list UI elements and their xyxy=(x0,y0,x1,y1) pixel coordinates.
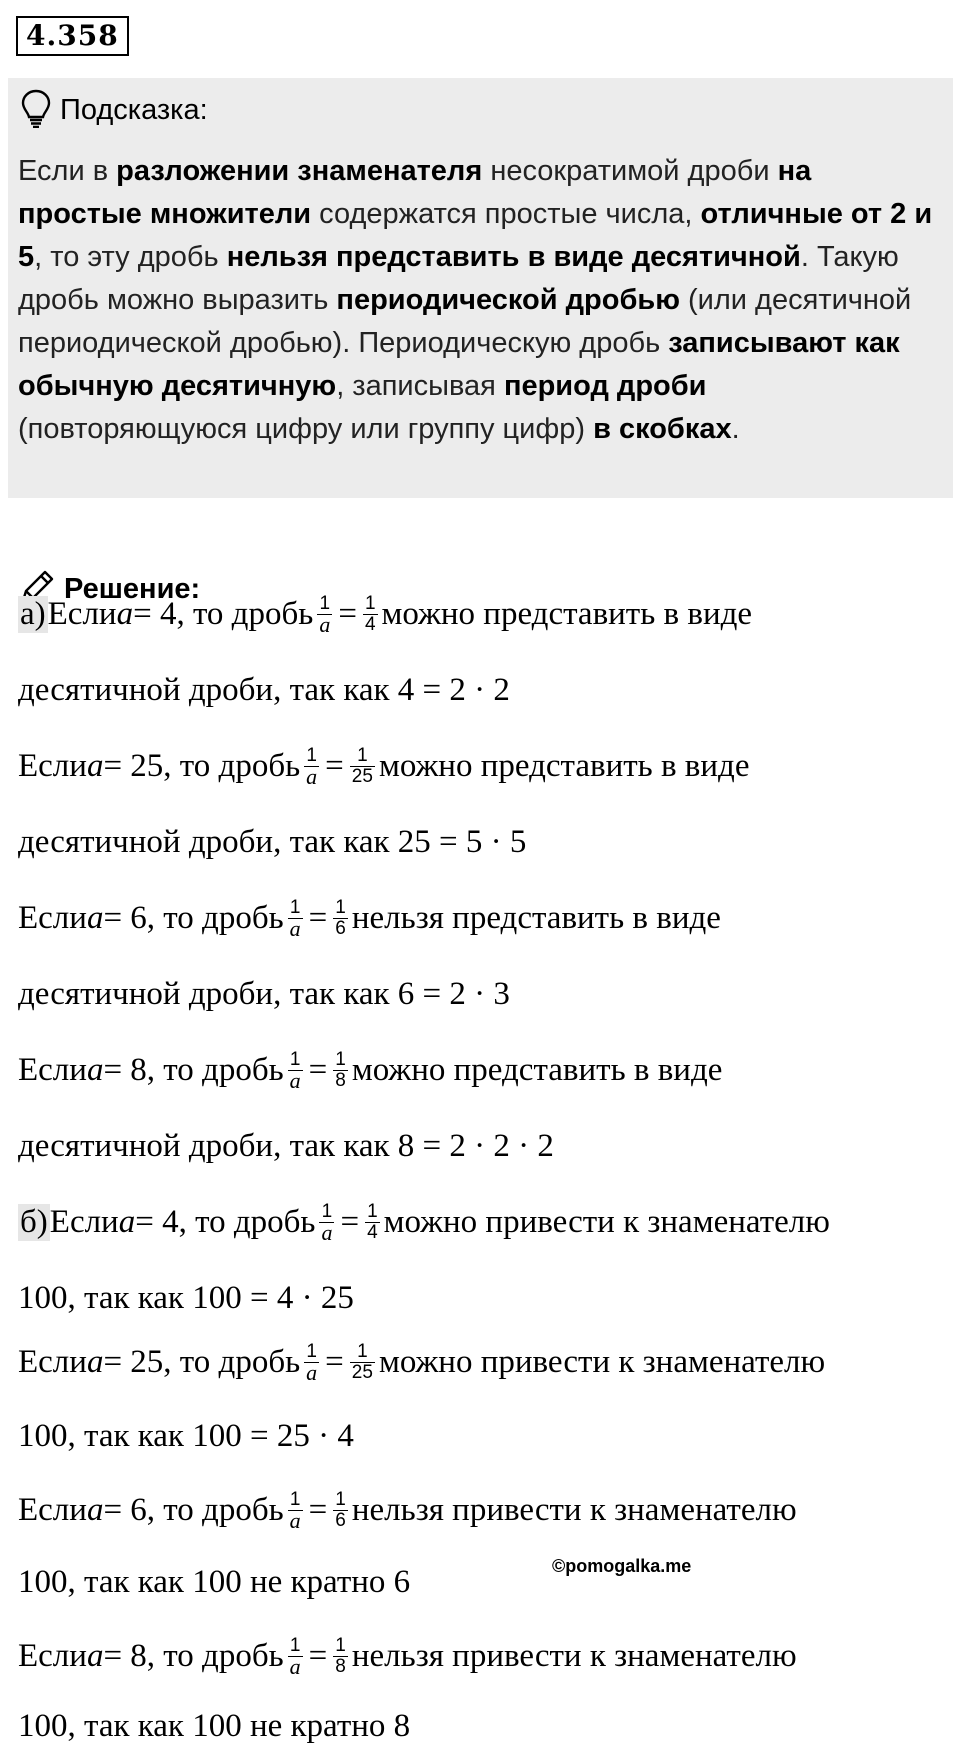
numerator: 1 xyxy=(289,1048,301,1070)
solution-title: Решение: xyxy=(64,572,201,605)
denominator: 6 xyxy=(335,917,346,939)
line-text: Если xyxy=(47,595,117,632)
line-text: = 6, то дробь xyxy=(103,1491,284,1528)
denominator: 4 xyxy=(367,1221,378,1243)
variable: a xyxy=(116,595,134,632)
line-text: Если xyxy=(18,747,87,784)
numerator: 1 xyxy=(289,1488,301,1510)
fraction-one-over-a xyxy=(288,1490,303,1531)
line-text: Если xyxy=(49,1203,119,1240)
line-text: = 25, то дробь xyxy=(103,747,301,784)
line-text: 100, так как 100 не кратно 8 xyxy=(18,1707,411,1744)
numerator: 1 xyxy=(321,1200,333,1222)
variable: a xyxy=(118,1203,136,1240)
hint-emphasis: разложении знаменателя xyxy=(116,155,483,187)
numerator: 1 xyxy=(335,1634,346,1656)
variable: a xyxy=(86,1637,104,1674)
equals-sign: = xyxy=(308,1051,328,1088)
variable: a xyxy=(86,1343,104,1380)
hint-emphasis: периодической дробью xyxy=(336,284,680,316)
solution-line xyxy=(18,1558,410,1606)
line-text: можно представить в виде xyxy=(381,595,753,632)
denominator: a xyxy=(289,1067,301,1093)
line-text: 100, так как 100 = 25 · 4 xyxy=(18,1417,354,1454)
solution-line xyxy=(18,1274,354,1322)
denominator: 4 xyxy=(364,613,376,635)
line-text: Если xyxy=(18,1343,87,1380)
fraction-one-over-a xyxy=(304,746,319,787)
numerator: 1 xyxy=(335,1048,346,1070)
watermark: ©pomogalka.me xyxy=(552,1556,692,1576)
line-text: Если xyxy=(18,1637,87,1674)
hint-title: Подсказка: xyxy=(60,93,208,126)
denominator: 8 xyxy=(335,1069,346,1091)
denominator: a xyxy=(306,763,318,789)
equals-sign: = xyxy=(325,747,344,784)
solution-line xyxy=(18,1486,797,1534)
line-text: Если xyxy=(18,899,87,936)
denominator: a xyxy=(289,1653,301,1679)
hint-emphasis: нельзя представить в виде десятичной xyxy=(226,241,801,273)
line-text: нельзя представить в виде xyxy=(351,899,721,936)
numerator: 1 xyxy=(357,744,368,766)
line-text: нельзя привести к знаменателю xyxy=(351,1491,797,1528)
problem-number: 4.358 xyxy=(16,16,129,56)
solution-line xyxy=(18,1702,410,1750)
hint-segment: содержатся простые числа, xyxy=(311,198,701,230)
numerator: 1 xyxy=(289,1634,301,1656)
equals-sign: = xyxy=(308,1637,328,1674)
denominator: 25 xyxy=(351,765,373,787)
hint-segment: , то эту дробь xyxy=(34,241,227,273)
line-text: = 4, то дробь xyxy=(133,595,314,632)
line-text: = 8, то дробь xyxy=(103,1051,284,1088)
hint-segment: (или десятичной периодической дробью). Периодическую дробь xyxy=(18,284,912,359)
equals-sign: = xyxy=(308,1491,328,1528)
fraction-value xyxy=(363,594,378,635)
hint-emphasis: отличные от 2 и 5 xyxy=(18,198,933,273)
line-text: = 4, то дробь xyxy=(135,1203,316,1240)
numerator: 1 xyxy=(335,896,346,918)
numerator: 1 xyxy=(289,896,301,918)
line-text: можно привести к знаменателю xyxy=(383,1203,830,1240)
denominator: 25 xyxy=(351,1361,373,1383)
line-text: = 6, то дробь xyxy=(103,899,284,936)
denominator: a xyxy=(306,1359,318,1385)
numerator: 1 xyxy=(357,1340,368,1362)
equals-sign: = xyxy=(338,595,357,632)
solution-line xyxy=(18,1632,797,1680)
denominator: 6 xyxy=(335,1509,346,1531)
fraction-value xyxy=(333,1636,348,1677)
solution-line xyxy=(18,894,721,942)
line-text: нельзя привести к знаменателю xyxy=(351,1637,797,1674)
fraction-one-over-a xyxy=(288,1050,303,1091)
solution-line xyxy=(18,1046,722,1094)
fraction-value xyxy=(350,1342,375,1383)
solution-line xyxy=(18,1412,354,1460)
hint-segment: . xyxy=(731,413,740,445)
fraction-value xyxy=(350,746,375,787)
numerator: 1 xyxy=(364,592,376,614)
line-text: десятичной дроби, так как 8 = 2 · 2 · 2 xyxy=(18,1127,554,1164)
item-label: а) xyxy=(20,595,46,632)
fraction-value xyxy=(365,1202,380,1243)
numerator: 1 xyxy=(306,1340,317,1362)
numerator: 1 xyxy=(367,1200,378,1222)
hint-segment: несократимой дроби xyxy=(482,155,778,187)
fraction-one-over-a xyxy=(288,1636,303,1677)
solution-line xyxy=(18,590,752,638)
solution-line xyxy=(18,970,510,1018)
line-text: Если xyxy=(18,1491,87,1528)
numerator: 1 xyxy=(335,1488,346,1510)
variable: a xyxy=(86,1051,104,1088)
equals-sign: = xyxy=(308,899,328,936)
lightbulb-icon xyxy=(20,88,52,133)
fraction-value xyxy=(333,1050,348,1091)
fraction-one-over-a xyxy=(319,1202,334,1243)
line-text: = 8, то дробь xyxy=(103,1637,284,1674)
denominator: a xyxy=(289,1507,301,1533)
line-text: десятичной дроби, так как 25 = 5 · 5 xyxy=(18,823,527,860)
hint-header xyxy=(20,88,208,132)
line-text: можно представить в виде xyxy=(378,747,750,784)
denominator: 8 xyxy=(335,1655,346,1677)
equals-sign: = xyxy=(325,1343,344,1380)
line-text: Если xyxy=(18,1051,87,1088)
hint-emphasis: на простые множители xyxy=(18,155,812,230)
hint-text xyxy=(18,150,943,451)
denominator: a xyxy=(321,1219,333,1245)
line-text: можно представить в виде xyxy=(351,1051,723,1088)
fraction-one-over-a xyxy=(288,898,303,939)
hint-emphasis: период дроби xyxy=(503,370,707,402)
hint-segment: , записывая xyxy=(336,370,504,402)
variable: a xyxy=(86,747,104,784)
equals-sign: = xyxy=(340,1203,360,1240)
hint-emphasis: в скобках xyxy=(593,413,732,445)
line-text: десятичной дроби, так как 4 = 2 · 2 xyxy=(18,671,510,708)
solution-line xyxy=(18,666,510,714)
line-text: десятичной дроби, так как 6 = 2 · 3 xyxy=(18,975,510,1012)
solution-line xyxy=(18,1122,554,1170)
hint-segment: (повторяющуюся цифру или группу цифр) xyxy=(18,413,594,445)
solution-line xyxy=(18,1198,830,1246)
line-text: можно привести к знаменателю xyxy=(378,1343,826,1380)
solution-line xyxy=(18,742,749,790)
hint-panel xyxy=(8,78,953,498)
variable: a xyxy=(86,1491,104,1528)
denominator: a xyxy=(319,611,331,637)
denominator: a xyxy=(289,915,301,941)
line-text: 100, так как 100 = 4 · 25 xyxy=(18,1279,354,1316)
solution-line xyxy=(18,1338,825,1386)
solution-line xyxy=(18,818,526,866)
hint-segment: Если в xyxy=(18,155,117,187)
hint-segment: . Такую дробь можно выразить xyxy=(18,241,899,316)
fraction-value xyxy=(333,898,348,939)
numerator: 1 xyxy=(319,592,331,614)
fraction-value xyxy=(333,1490,348,1531)
line-text: 100, так как 100 не кратно 6 xyxy=(18,1563,411,1600)
item-label: б) xyxy=(20,1203,48,1240)
fraction-one-over-a xyxy=(304,1342,319,1383)
variable: a xyxy=(86,899,104,936)
hint-emphasis: записывают как обычную десятичную xyxy=(18,327,900,402)
numerator: 1 xyxy=(306,744,317,766)
fraction-one-over-a xyxy=(317,594,332,635)
line-text: = 25, то дробь xyxy=(103,1343,301,1380)
